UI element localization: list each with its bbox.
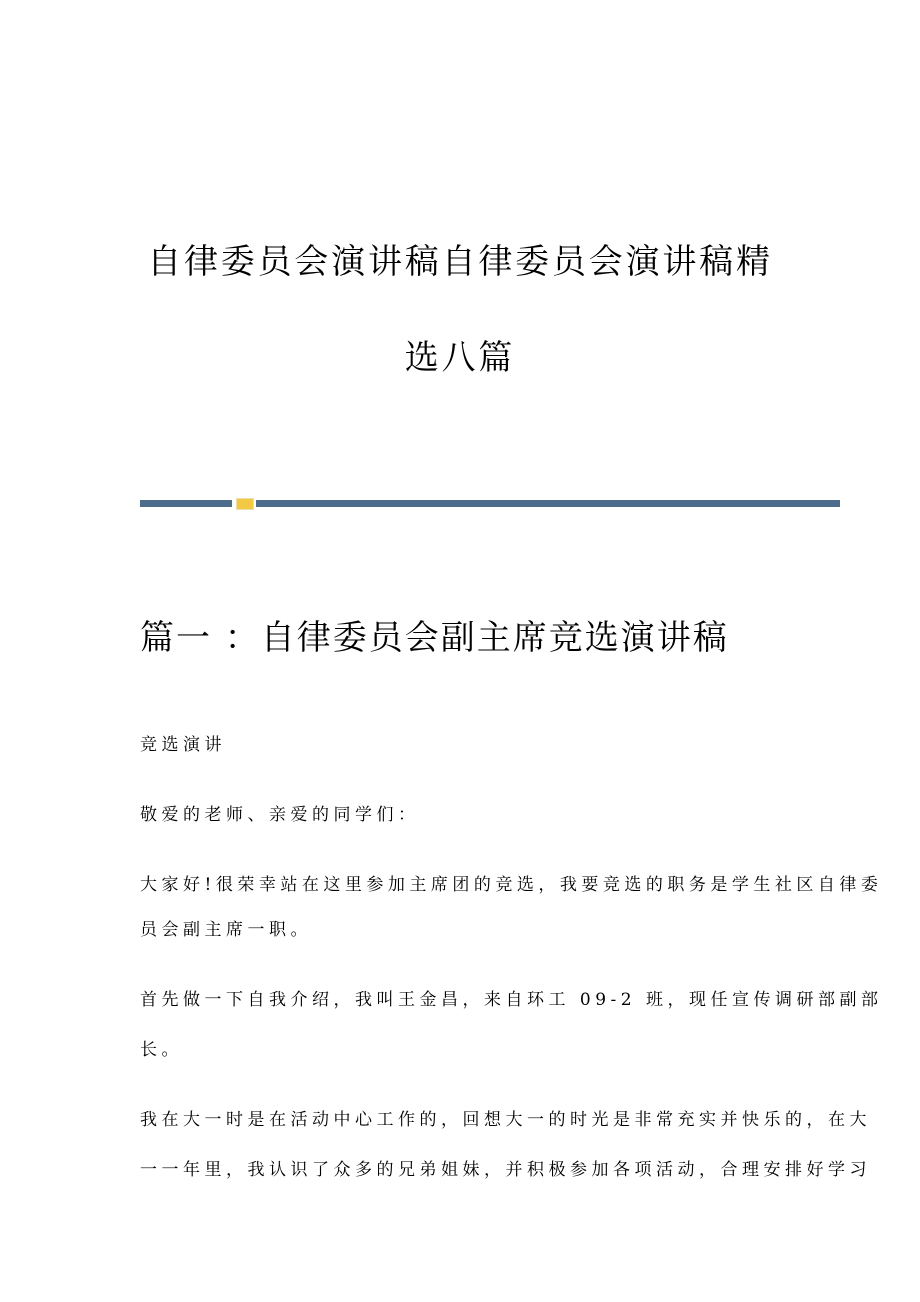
body-line: 长。 (140, 1040, 183, 1060)
divider-bar-right (256, 500, 840, 507)
body-line: 员会副主席一职。 (140, 920, 312, 940)
document-title-line-1: 自律委员会演讲稿自律委员会演讲稿精 (147, 242, 773, 282)
body-line: 我在大一时是在活动中心工作的，回想大一的时光是非常充实并快乐的，在大 (140, 1110, 871, 1130)
body-line: 竞选演讲 (140, 735, 226, 755)
envelope-icon (236, 498, 254, 510)
section-divider (140, 500, 840, 508)
divider-bar-left (140, 500, 232, 507)
body-line: 大家好!很荣幸站在这里参加主席团的竞选，我要竞选的职务是学生社区自律委 (140, 875, 883, 895)
body-line: 首先做一下自我介绍，我叫王金昌，来自环工 09-2 班，现任宣传调研部副部 (140, 990, 883, 1010)
document-title-line-2: 选八篇 (404, 338, 516, 378)
section-heading: 篇一 ：自律委员会副主席竞选演讲稿 (140, 618, 729, 658)
body-line: 敬爱的老师、亲爱的同学们： (140, 805, 420, 825)
body-line: 一一年里，我认识了众多的兄弟姐妹，并积极参加各项活动，合理安排好学习 (140, 1160, 871, 1180)
